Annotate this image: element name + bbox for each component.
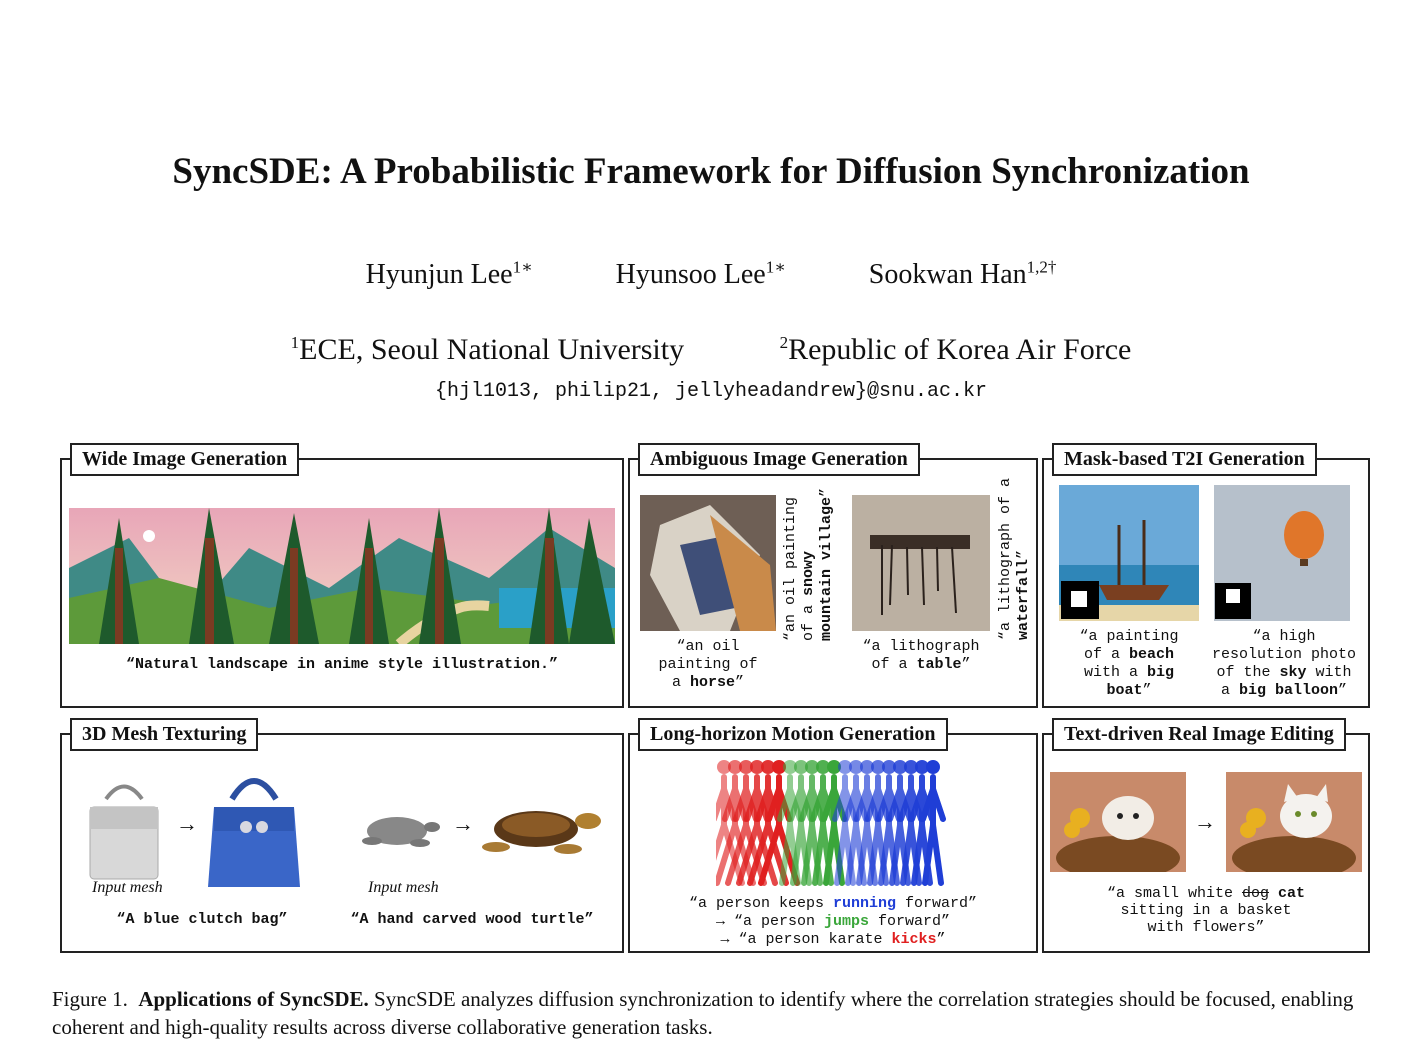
arrow-icon: → [1194, 809, 1216, 834]
panel-3d-mesh [60, 723, 624, 953]
blue-bag-image [204, 771, 304, 889]
author: Sookwan Han$^{1,2\dagger}$ [868, 258, 1057, 291]
panel-label: Wide Image Generation [70, 443, 299, 476]
panel-label: Ambiguous Image Generation [638, 443, 920, 476]
panel-ambiguous-image [628, 448, 1038, 708]
paper-title: SyncSDE: A Probabilistic Framework for Diffusion Synchronization [172, 151, 1250, 192]
affiliation: $^1$ECE, Seoul National University [290, 333, 685, 366]
panel-wide-image [60, 448, 624, 708]
affiliation: $^2$Republic of Korea Air Force [779, 333, 1132, 366]
author: Hyunjun Lee$^{1∗}$ [365, 258, 533, 291]
author-email: {hjl1013, philip21, jellyheadandrew}@snu.ac.kr [434, 380, 988, 403]
horse-caption: “an oil painting of a horse” [658, 638, 758, 691]
cat-basket-image [1226, 772, 1362, 872]
wide-caption: “Natural landscape in anime style illustration.” [125, 656, 559, 673]
bag-input-mesh-image [84, 779, 164, 883]
snowy-mountain-caption: “an oil painting of a snowy mountain village” [782, 488, 835, 642]
panel-label: Text-driven Real Image Editing [1052, 718, 1346, 751]
wood-turtle-image [476, 799, 608, 859]
arrow-icon: → [452, 811, 474, 836]
motion-sequence-image [716, 755, 946, 891]
beach-boat-caption: “a painting of a beach with a big boat” [1079, 628, 1179, 699]
figure-caption: Figure 1. Applications of SyncSDE. SyncSDE analyzes diffusion synchronization to identify where the correlation strategies should be focused, enabling coherent and high-quality results across diverse collaborative generation tasks. [52, 987, 1354, 1039]
motion-pose-figure [923, 760, 943, 883]
added-word: cat [1278, 885, 1306, 902]
dog-basket-image [1050, 772, 1186, 872]
panel-label: 3D Mesh Texturing [70, 718, 258, 751]
affiliation-list [0, 333, 1422, 367]
author-list [0, 258, 1422, 291]
panel-label: Mask-based T2I Generation [1052, 443, 1317, 476]
jumps-keyword: jumps [824, 913, 870, 930]
turtle-input-mesh-image [352, 809, 442, 849]
panel-label: Long-horizon Motion Generation [638, 718, 948, 751]
panel-image-editing [1042, 723, 1370, 953]
sky-balloon-image [1214, 485, 1350, 621]
author: Hyunsoo Lee$^{1∗}$ [615, 258, 786, 291]
sky-balloon-caption: “a high resolution photo of the sky with a big balloon” [1211, 628, 1357, 699]
panel-motion [628, 723, 1038, 953]
beach-boat-image [1059, 485, 1199, 621]
table-lithograph-image [852, 495, 990, 631]
edit-caption: “a small white dog cat sitting in a basket with flowers” [1106, 885, 1306, 936]
horse-painting-image [640, 495, 776, 631]
table-caption: “a lithograph of a table” [862, 638, 980, 673]
motion-caption: “a person keeps running forward” → “a person jumps forward” → “a person karate kicks” [688, 895, 978, 948]
bag-caption: “A blue clutch bag” [116, 911, 288, 928]
arrow-icon: → [176, 811, 198, 836]
wide-landscape-image [69, 508, 615, 644]
running-keyword: running [833, 895, 897, 912]
kicks-keyword: kicks [891, 931, 937, 948]
turtle-caption: “A hand carved wood turtle” [350, 911, 594, 928]
removed-word: dog [1241, 885, 1269, 902]
waterfall-caption: “a lithograph of a waterfall” [997, 478, 1032, 641]
input-mesh-label: Input mesh [92, 879, 163, 896]
input-mesh-label: Input mesh [368, 879, 439, 896]
panel-mask-t2i [1042, 448, 1370, 708]
